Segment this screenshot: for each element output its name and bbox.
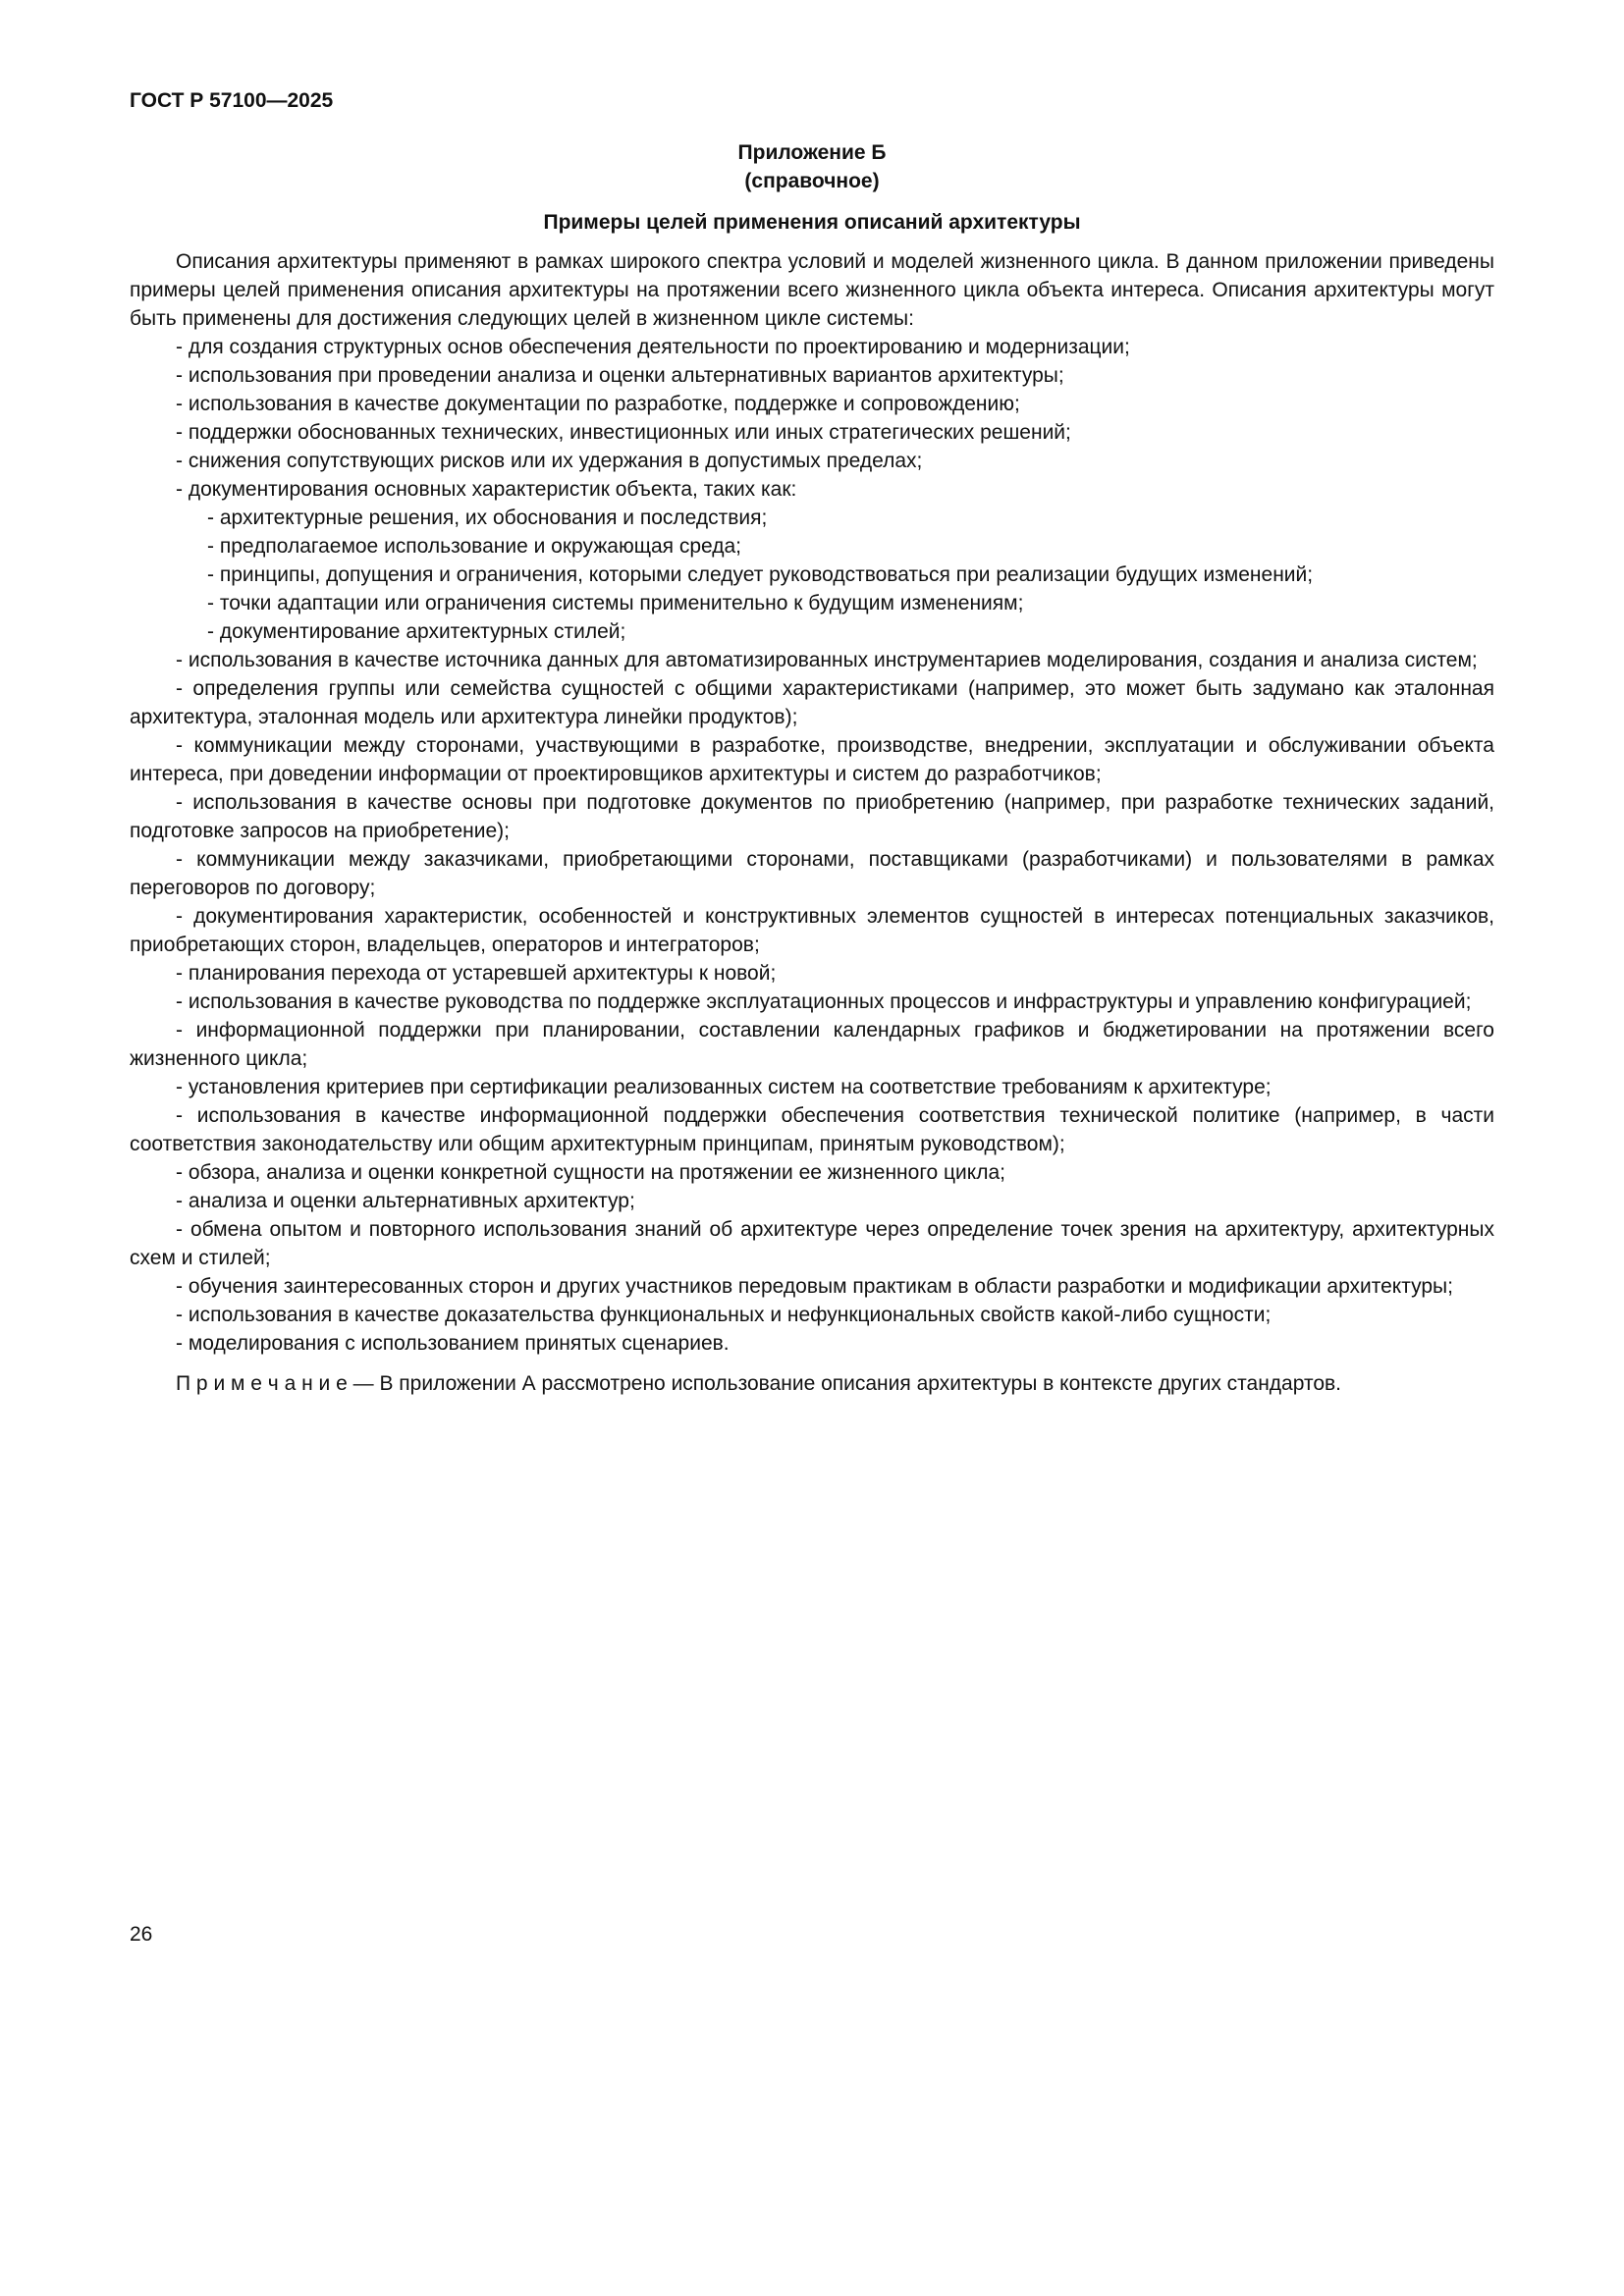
list-item-text: использования при проведении анализа и оценки альтернативных вариантов архитектуры;	[188, 364, 1064, 387]
list-item-text: для создания структурных основ обеспечения деятельности по проектированию и модернизации;	[188, 336, 1130, 358]
list-item-text: анализа и оценки альтернативных архитектур;	[188, 1190, 635, 1212]
doc-code: ГОСТ Р 57100—2025	[130, 89, 334, 112]
list-item-text: обзора, анализа и оценки конкретной сущности на протяжении ее жизненного цикла;	[188, 1161, 1005, 1184]
goals-list	[130, 333, 1494, 1358]
list-marker: -	[207, 620, 214, 643]
list-item-text: планирования перехода от устаревшей архитектуры к новой;	[188, 962, 777, 985]
list-item	[130, 845, 1494, 902]
list-item	[130, 902, 1494, 959]
list-item	[130, 1187, 1494, 1215]
appendix-label: Приложение Б	[737, 141, 887, 164]
list-marker: -	[176, 848, 183, 871]
list-item-text: моделирования с использованием принятых сценариев.	[188, 1332, 730, 1355]
list-item-text: поддержки обоснованных технических, инвестиционных или иных стратегических решений;	[188, 421, 1071, 444]
list-item	[207, 617, 1494, 646]
list-marker: -	[207, 535, 214, 558]
list-marker: -	[176, 962, 183, 985]
list-item	[130, 1272, 1494, 1301]
list-item	[130, 646, 1494, 674]
list-item-text: обучения заинтересованных сторон и других участников передовым практикам в области разработки и модификации архитектуры;	[188, 1275, 1453, 1298]
list-item	[130, 1158, 1494, 1187]
list-marker: -	[176, 734, 183, 757]
list-item	[130, 418, 1494, 447]
list-item	[130, 731, 1494, 788]
note-dash: —	[352, 1372, 374, 1395]
list-item	[130, 447, 1494, 475]
list-marker: -	[176, 1161, 183, 1184]
list-item-text: использования в качестве документации по разработке, поддержке и сопровождению;	[188, 393, 1020, 415]
appendix-title: Примеры целей применения описаний архитектуры	[543, 211, 1081, 234]
list-item	[130, 959, 1494, 988]
appendix-type: (справочное)	[744, 170, 880, 192]
list-item-text: документирования характеристик, особенностей и конструктивных элементов сущностей в интересах потенциальных заказчиков, приобретающих сторон, владельцев, операторов и интеграторов;	[130, 905, 1495, 956]
list-item-text: архитектурные решения, их обоснования и последствия;	[219, 507, 768, 529]
list-item-text: использования в качестве информационной поддержки обеспечения соответствия технической политике (например, в части соответствия законодательству или общим архитектурным принципам, принятым руководством);	[130, 1104, 1494, 1155]
list-item	[130, 674, 1494, 731]
list-marker: -	[207, 507, 214, 529]
list-item-text: использования в качестве доказательства функциональных и нефункциональных свойств какой-либо сущности;	[188, 1304, 1272, 1326]
list-marker: -	[176, 336, 183, 358]
list-item	[130, 361, 1494, 390]
list-item-text: обмена опытом и повторного использования знаний об архитектуре через определение точек зрения на архитектуру, архитектурных схем и стилей;	[130, 1218, 1494, 1269]
list-marker: -	[176, 1304, 183, 1326]
list-marker: -	[176, 421, 183, 444]
list-item-text: коммуникации между сторонами, участвующими в разработке, производстве, внедрении, эксплуатации и обслуживании объекта интереса, при доведении информации от проектировщиков архитектуры и систем до разработчиков;	[130, 734, 1494, 785]
list-item	[207, 589, 1494, 617]
list-marker: -	[176, 649, 183, 671]
list-marker: -	[176, 364, 183, 387]
list-item	[130, 1301, 1494, 1329]
list-item-text: документирования основных характеристик объекта, таких как:	[188, 478, 797, 501]
list-marker: -	[176, 1275, 183, 1298]
list-item	[130, 1329, 1494, 1358]
list-item	[130, 1101, 1494, 1158]
list-item	[130, 988, 1494, 1016]
list-marker: -	[176, 1104, 183, 1127]
list-item-text: использования в качестве источника данных для автоматизированных инструментариев моделирования, создания и анализа систем;	[188, 649, 1478, 671]
list-item-text: информационной поддержки при планировании, составлении календарных графиков и бюджетировании на протяжении всего жизненного цикла;	[130, 1019, 1494, 1070]
note-text: В приложении А рассмотрено использование описания архитектуры в контексте других стандартов.	[379, 1372, 1342, 1395]
list-marker: -	[176, 1019, 183, 1041]
list-item	[130, 333, 1494, 361]
list-item-text: использования в качестве основы при подготовке документов по приобретению (например, при разработке технических заданий, подготовке запросов на приобретение);	[130, 791, 1495, 842]
list-marker: -	[176, 393, 183, 415]
list-item-text: коммуникации между заказчиками, приобретающими сторонами, поставщиками (разработчиками) и пользователями в рамках переговоров по договору;	[130, 848, 1494, 899]
list-marker: -	[207, 592, 214, 614]
list-marker: -	[176, 1190, 183, 1212]
note-label: П р и м е ч а н и е	[176, 1372, 348, 1395]
list-item	[130, 390, 1494, 418]
list-marker: -	[176, 677, 183, 700]
list-item	[207, 561, 1494, 589]
intro-paragraph: Описания архитектуры применяют в рамках широкого спектра условий и моделей жизненного цикла. В данном приложении приведены примеры целей применения описания архитектуры на протяжении всего жизненного цикла объекта интереса. Описания архитектуры могут быть применены для достижения следующих целей в жизненном цикле системы:	[130, 250, 1494, 330]
list-marker: -	[176, 478, 183, 501]
list-item-text: установления критериев при сертификации реализованных систем на соответствие требованиям к архитектуре;	[188, 1076, 1272, 1098]
list-item	[130, 475, 1494, 504]
list-item-text: определения группы или семейства сущностей с общими характеристиками (например, это может быть задумано как эталонная архитектура, эталонная модель или архитектура линейки продуктов);	[130, 677, 1494, 728]
list-marker: -	[176, 1332, 183, 1355]
note-paragraph	[130, 1369, 1494, 1398]
list-item-text: документирование архитектурных стилей;	[219, 620, 626, 643]
list-marker: -	[207, 563, 214, 586]
list-marker: -	[176, 1076, 183, 1098]
list-item	[207, 532, 1494, 561]
list-item	[130, 1016, 1494, 1073]
list-item	[130, 1215, 1494, 1272]
list-marker: -	[176, 450, 183, 472]
list-item-text: использования в качестве руководства по поддержке эксплуатационных процессов и инфраструктуры и управлению конфигурацией;	[188, 990, 1472, 1013]
list-item-text: точки адаптации или ограничения системы применительно к будущим изменениям;	[219, 592, 1024, 614]
list-item-text: предполагаемое использование и окружающая среда;	[219, 535, 742, 558]
list-marker: -	[176, 1218, 183, 1241]
list-item-text: снижения сопутствующих рисков или их удержания в допустимых пределах;	[188, 450, 923, 472]
page-number: 26	[130, 1923, 153, 1946]
list-item	[130, 1073, 1494, 1101]
list-marker: -	[176, 990, 183, 1013]
list-marker: -	[176, 791, 183, 814]
list-item	[207, 504, 1494, 532]
list-marker: -	[176, 905, 183, 928]
list-item	[130, 788, 1494, 845]
list-item-text: принципы, допущения и ограничения, которыми следует руководствоваться при реализации будущих изменений;	[219, 563, 1314, 586]
